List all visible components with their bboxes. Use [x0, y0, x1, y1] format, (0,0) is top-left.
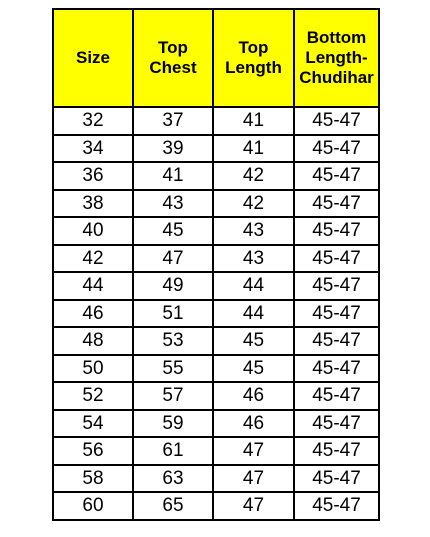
top-length-cell: 45 [213, 327, 294, 355]
bottom-length-cell: 45-47 [294, 272, 379, 300]
size-cell: 58 [53, 465, 133, 493]
top-chest-cell: 47 [133, 245, 213, 273]
top-length-cell: 44 [213, 300, 294, 328]
top-chest-cell: 37 [133, 107, 213, 135]
top-length-cell: 43 [213, 217, 294, 245]
header-top-length-line-2: Length [225, 58, 282, 77]
top-chest-cell: 63 [133, 465, 213, 493]
table-row [53, 382, 379, 410]
top-length-cell: 44 [213, 272, 294, 300]
top-chest-cell: 41 [133, 162, 213, 190]
bottom-length-cell: 45-47 [294, 162, 379, 190]
bottom-length-cell: 45-47 [294, 135, 379, 163]
bottom-length-cell: 45-47 [294, 410, 379, 438]
top-length-cell: 47 [213, 465, 294, 493]
top-chest-cell: 51 [133, 300, 213, 328]
table-row [53, 272, 379, 300]
bottom-length-cell: 45-47 [294, 437, 379, 465]
top-chest-cell: 57 [133, 382, 213, 410]
top-length-cell: 42 [213, 190, 294, 218]
top-chest-cell: 53 [133, 327, 213, 355]
top-length-cell: 43 [213, 245, 294, 273]
bottom-length-cell: 45-47 [294, 245, 379, 273]
table-row [53, 107, 379, 135]
bottom-length-cell: 45-47 [294, 355, 379, 383]
header-size [53, 9, 133, 107]
size-chart-table [52, 8, 380, 521]
bottom-length-cell: 45-47 [294, 382, 379, 410]
table-row [53, 327, 379, 355]
top-chest-cell: 43 [133, 190, 213, 218]
table-row [53, 437, 379, 465]
top-chest-cell: 49 [133, 272, 213, 300]
top-chest-cell: 61 [133, 437, 213, 465]
header-bottom-length-line-3: Chudihar [299, 68, 374, 87]
size-cell: 48 [53, 327, 133, 355]
size-cell: 32 [53, 107, 133, 135]
header-bottom-length-line-1: Bottom [306, 28, 367, 47]
header-top-length-line-1: Top [238, 38, 269, 57]
top-chest-cell: 39 [133, 135, 213, 163]
top-length-cell: 47 [213, 437, 294, 465]
table-row [53, 300, 379, 328]
header-bottom-length-line-2: Length- [305, 48, 368, 67]
table-row [53, 355, 379, 383]
table-row [53, 190, 379, 218]
top-chest-cell: 55 [133, 355, 213, 383]
table-row [53, 410, 379, 438]
size-cell: 56 [53, 437, 133, 465]
top-length-cell: 42 [213, 162, 294, 190]
header-bottom-length [294, 9, 379, 107]
table-row [53, 245, 379, 273]
top-length-cell: 46 [213, 410, 294, 438]
top-length-cell: 41 [213, 135, 294, 163]
size-cell: 34 [53, 135, 133, 163]
top-chest-cell: 45 [133, 217, 213, 245]
table-row [53, 492, 379, 520]
bottom-length-cell: 45-47 [294, 190, 379, 218]
header-top-length [213, 9, 294, 107]
bottom-length-cell: 45-47 [294, 107, 379, 135]
top-length-cell: 41 [213, 107, 294, 135]
size-cell: 54 [53, 410, 133, 438]
bottom-length-cell: 45-47 [294, 492, 379, 520]
size-cell: 44 [53, 272, 133, 300]
size-cell: 38 [53, 190, 133, 218]
table-row [53, 465, 379, 493]
header-top-chest-line-1: Top [158, 38, 188, 57]
table-row [53, 217, 379, 245]
top-chest-cell: 59 [133, 410, 213, 438]
size-cell: 52 [53, 382, 133, 410]
table-row [53, 135, 379, 163]
header-row [53, 9, 379, 107]
header-top-chest-line-2: Chest [149, 58, 197, 77]
table-body [53, 107, 379, 520]
bottom-length-cell: 45-47 [294, 465, 379, 493]
bottom-length-cell: 45-47 [294, 327, 379, 355]
header-size-line-1: Size [75, 48, 111, 67]
top-chest-cell: 65 [133, 492, 213, 520]
size-cell: 60 [53, 492, 133, 520]
bottom-length-cell: 45-47 [294, 300, 379, 328]
size-cell: 36 [53, 162, 133, 190]
size-cell: 40 [53, 217, 133, 245]
top-length-cell: 45 [213, 355, 294, 383]
header-top-chest [133, 9, 213, 107]
top-length-cell: 46 [213, 382, 294, 410]
bottom-length-cell: 45-47 [294, 217, 379, 245]
size-cell: 50 [53, 355, 133, 383]
top-length-cell: 47 [213, 492, 294, 520]
size-cell: 42 [53, 245, 133, 273]
table-row [53, 162, 379, 190]
table-header [53, 9, 379, 107]
size-cell: 46 [53, 300, 133, 328]
